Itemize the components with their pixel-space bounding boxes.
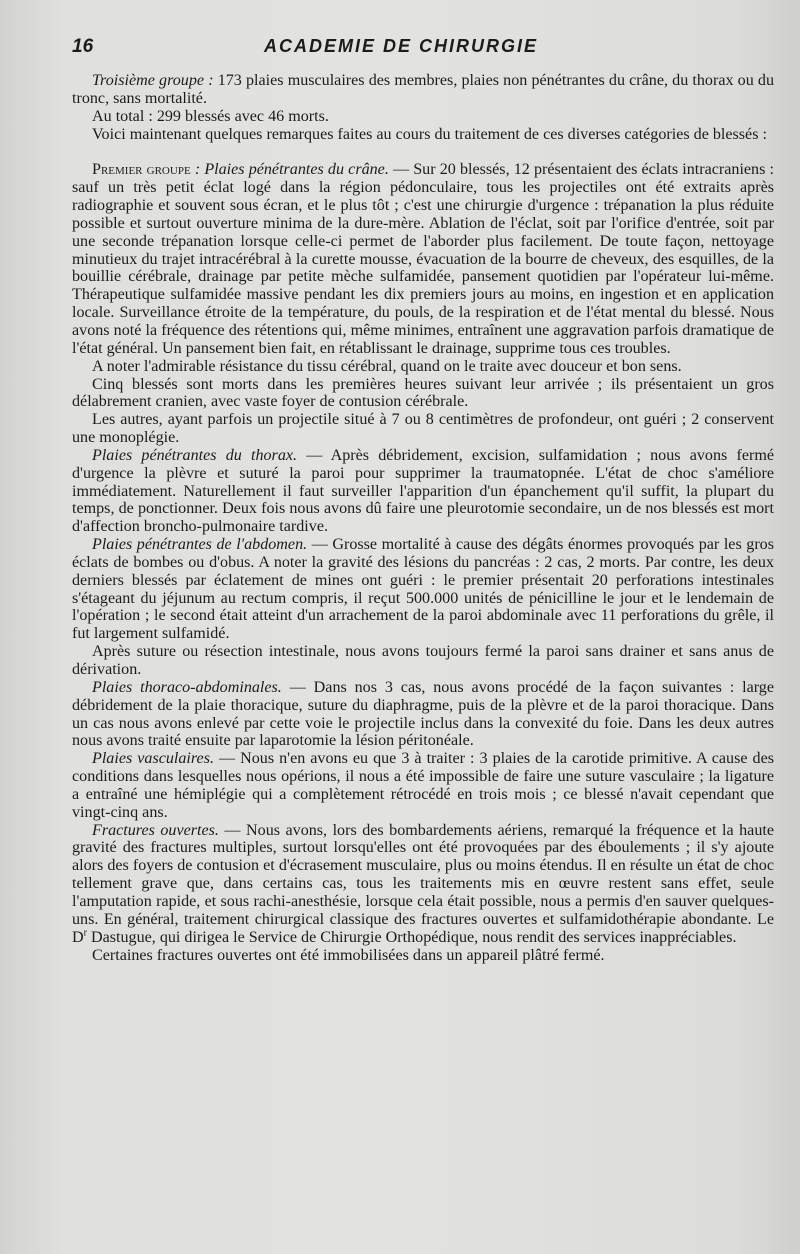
paragraph-text: — Après débridement, excision, sulfamidation ; nous avons fermé d'urgence la plèvre et suturé la paroi pour supprimer la traumatopnée. L'état de choc s'améliore immédiatement. Naturellement il faut surveiller l'apparition d'un épanchement qu'il suffit, la plupart du temps, de ponctionner. Deux fois nous avons dû faire une pleurotomie secondaire, un de nos blessés est mort d'affection broncho-pulmonaire tardive.	[72, 446, 774, 536]
paragraph-text: Dastugue, qui dirigea le Service de Chirurgie Orthopédique, nous rendit des services inappréciables.	[86, 928, 737, 946]
paragraph	[72, 358, 774, 376]
page-header	[72, 36, 770, 62]
running-title: ACADEMIE DE CHIRURGIE	[263, 36, 538, 56]
paragraph-lead: Plaies pénétrantes du thorax.	[92, 446, 298, 464]
paragraph-text: — Nous n'en avons eu que 3 à traiter : 3 plaies de la carotide primitive. A cause des conditions dans lesquelles nous opérions, il nous a été impossible de faire une suture vasculaire ; la ligature a entraîné une hémiplégie qui a complètement rétrocédé en trois mois ; ce blessé n'avait cependant que vingt-cinq ans.	[72, 750, 774, 821]
paragraph	[72, 643, 774, 679]
paragraph-text: A noter l'admirable résistance du tissu cérébral, quand on le traite avec douceur et bon sens.	[92, 357, 682, 375]
page-number: 16	[72, 36, 94, 57]
paragraph-text: — Nous avons, lors des bombardements aériens, remarqué la fréquence et la haute gravité des fractures multiples, surtout lorsqu'elles ont été provoquées par des éboulements ; il s'y ajoute alors des foyers de contusion et d'écrasement musculaire, plus ou moins étendus. Il en résulte un état de choc tellement grave que, dans certains cas, tous les traitements mis en œuvre restent sans effet, seule l'amputation rapide, et sous rachi-anesthésie, lorsque cela était possible, nous a permis d'en sauver quelques-uns. En général, traitement chirurgical classique des fractures ouvertes et sulfamidothérapie abondante. Le D	[72, 821, 774, 946]
body-text	[72, 72, 774, 964]
paragraph-text: Cinq blessés sont morts dans les premières heures suivant leur arrivée ; ils présentaient un gros délabrement cranien, avec vaste foyer de contusion cérébrale.	[72, 375, 774, 411]
paragraph	[72, 126, 774, 144]
paragraph-lead: Troisième groupe :	[92, 72, 214, 89]
paragraph	[72, 72, 774, 108]
paragraph-lead: Fractures ouvertes.	[92, 821, 219, 839]
paragraph-lead: Plaies pénétrantes de l'abdomen.	[92, 536, 308, 554]
paragraph	[72, 947, 774, 965]
paragraph-text: 173 plaies musculaires des membres, plaies non pénétrantes du crâne, du thorax ou du tronc, sans mortalité.	[72, 72, 775, 107]
paragraph-lead: Plaies vasculaires.	[92, 750, 214, 768]
paragraph	[72, 536, 774, 643]
paragraph-lead: Plaies thoraco-abdominales.	[92, 678, 282, 696]
paragraph	[72, 679, 774, 750]
paragraph	[72, 750, 774, 821]
paragraph-lead: : Plaies pénétrantes du crâne.	[190, 161, 389, 179]
paragraph-text: Les autres, ayant parfois un projectile situé à 7 ou 8 centimètres de profondeur, ont guéri ; 2 conservent une monoplégie.	[72, 411, 774, 447]
paragraph-text: Certaines fractures ouvertes ont été immobilisées dans un appareil plâtré fermé.	[92, 946, 605, 964]
paragraph-text: Voici maintenant quelques remarques faites au cours du traitement de ces diverses catégories de blessés :	[92, 125, 767, 143]
paragraph	[72, 108, 774, 126]
paragraph	[72, 411, 774, 447]
paragraph-text: — Sur 20 blessés, 12 présentaient des éclats intracraniens : sauf un très petit éclat logé dans la région pédonculaire, tous les projectiles ont été extraits après radiographie et souvent sous écran, et le plus tôt ; c'est une chirurgie d'urgence : trépanation la plus réduite possible et surtout ouverture minima de la dure-mère. Ablation de l'éclat, soit par l'orifice d'entrée, soit par une seconde trépanation lorsque celle-ci permet de l'aborder plus facilement. De toute façon, nettoyage minutieux du trajet intracérébral à la curette mousse, évacuation de la bourre de cheveux, des esquilles, de la bouillie cérébrale, drainage par petite mèche sulfamidée, pansement quotidien par l'opérateur lui-même. Thérapeutique sulfamidée massive pendant les dix premiers jours au moins, en ingestion et en application locale. Surveillance étroite de la température, du pouls, de la respiration et de l'état mental du blessé. Nous avons noté la fréquence des rétentions qui, même minimes, entraînent une aggravation parfois dramatique de l'état général. Un pansement bien fait, en rétablissant le drainage, supprime tous ces troubles.	[72, 161, 774, 357]
paragraph-text: Au total : 299 blessés avec 46 morts.	[92, 107, 329, 125]
paragraph-text: — Grosse mortalité à cause des dégâts énormes provoqués par les gros éclats de bombes ou d'obus. A noter la gravité des lésions du pancréas : 2 cas, 2 morts. Par contre, les deux derniers blessés par éclatement de mines ont guéri : le premier présentait 20 perforations intestinales s'étageant du jéjunum au rectum compris, il reçut 500.000 unités de pénicilline le jour et le lendemain de l'opération ; le second était atteint d'un arrachement de la paroi abdominale avec 11 perforations du grêle, il fut largement sulfamidé.	[72, 536, 774, 643]
paragraph	[72, 447, 774, 536]
paragraph-text: Après suture ou résection intestinale, nous avons toujours fermé la paroi sans drainer et sans anus de dérivation.	[72, 643, 774, 678]
paragraph-text: — Dans nos 3 cas, nous avons procédé de la façon suivantes : large débridement de la plaie thoracique, suture du diaphragme, puis de la plèvre et de la paroi thoracique. Dans un cas nous avons enlevé par cette voie le projectile inclus dans la convexité du foie. Dans les deux autres nous avons traité ensuite par laparotomie la lésion péritonéale.	[72, 678, 774, 750]
paragraph	[72, 376, 774, 412]
paragraph	[72, 822, 774, 947]
section-caps: Premier groupe	[92, 161, 191, 179]
superscript: r	[83, 927, 87, 939]
paragraph	[72, 161, 774, 357]
